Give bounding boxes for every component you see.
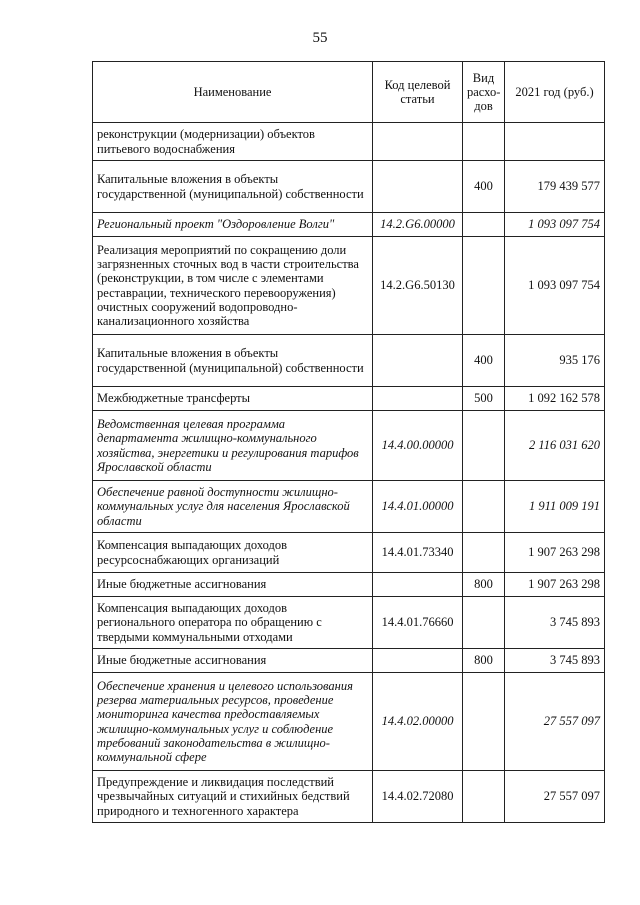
table-row — [93, 213, 605, 237]
cell-expense-type — [463, 237, 505, 335]
cell-expense-type: 400 — [463, 335, 505, 387]
cell-amount: 1 907 263 298 — [505, 533, 605, 573]
table-row — [93, 673, 605, 771]
cell-name: Межбюджетные трансферты — [93, 387, 373, 411]
cell-code — [373, 573, 463, 597]
cell-code — [373, 335, 463, 387]
table-row — [93, 387, 605, 411]
header-sum: 2021 год (руб.) — [505, 62, 605, 123]
cell-expense-type — [463, 481, 505, 533]
cell-name: Ведомственная целевая программа департамента жилищно-коммунального хозяйства, энергетики и регулирования тарифов Ярославской области — [93, 411, 373, 481]
table-row — [93, 533, 605, 573]
cell-expense-type: 800 — [463, 573, 505, 597]
cell-name: Компенсация выпадающих доходов ресурсоснабжающих организаций — [93, 533, 373, 573]
cell-code: 14.4.02.00000 — [373, 673, 463, 771]
cell-name: Иные бюджетные ассигнования — [93, 573, 373, 597]
table-row — [93, 649, 605, 673]
cell-expense-type: 800 — [463, 649, 505, 673]
cell-expense-type — [463, 673, 505, 771]
cell-name: Капитальные вложения в объекты государственной (муниципальной) собственности — [93, 335, 373, 387]
table-row — [93, 771, 605, 823]
header-type: Вид расхо-дов — [463, 62, 505, 123]
cell-code — [373, 161, 463, 213]
cell-expense-type — [463, 213, 505, 237]
table-row — [93, 237, 605, 335]
cell-name: Предупреждение и ликвидация последствий чрезвычайных ситуаций и стихийных бедствий природного и техногенного характера — [93, 771, 373, 823]
cell-code: 14.2.G6.50130 — [373, 237, 463, 335]
cell-amount: 3 745 893 — [505, 597, 605, 649]
table-row — [93, 573, 605, 597]
cell-amount: 1 093 097 754 — [505, 213, 605, 237]
table-body — [93, 123, 605, 823]
cell-amount: 2 116 031 620 — [505, 411, 605, 481]
cell-amount: 1 092 162 578 — [505, 387, 605, 411]
cell-expense-type — [463, 597, 505, 649]
table-row — [93, 335, 605, 387]
cell-name: Региональный проект "Оздоровление Волги" — [93, 213, 373, 237]
cell-code: 14.4.01.73340 — [373, 533, 463, 573]
cell-name: Капитальные вложения в объекты государственной (муниципальной) собственности — [93, 161, 373, 213]
cell-amount: 3 745 893 — [505, 649, 605, 673]
cell-code — [373, 123, 463, 161]
cell-amount: 27 557 097 — [505, 673, 605, 771]
table-header-row — [93, 62, 605, 123]
table-row — [93, 597, 605, 649]
cell-expense-type: 500 — [463, 387, 505, 411]
header-code: Код целевой статьи — [373, 62, 463, 123]
budget-table — [92, 61, 605, 823]
table-row — [93, 161, 605, 213]
cell-name: Иные бюджетные ассигнования — [93, 649, 373, 673]
cell-code — [373, 649, 463, 673]
table-row — [93, 123, 605, 161]
cell-amount — [505, 123, 605, 161]
cell-amount: 1 093 097 754 — [505, 237, 605, 335]
cell-expense-type — [463, 123, 505, 161]
cell-name: Обеспечение равной доступности жилищно-коммунальных услуг для населения Ярославской области — [93, 481, 373, 533]
cell-code: 14.4.01.76660 — [373, 597, 463, 649]
cell-expense-type — [463, 411, 505, 481]
cell-amount: 935 176 — [505, 335, 605, 387]
table-row — [93, 481, 605, 533]
cell-expense-type — [463, 771, 505, 823]
cell-expense-type: 400 — [463, 161, 505, 213]
page-number: 55 — [312, 30, 328, 46]
cell-code: 14.4.00.00000 — [373, 411, 463, 481]
cell-name: Реализация мероприятий по сокращению доли загрязненных сточных вод в части строительства (реконструкции, в том числе с элементами реставрации, технического перевооружения) очистных сооружений водопроводно-канализационного хозяйства — [93, 237, 373, 335]
cell-code — [373, 387, 463, 411]
cell-code: 14.4.01.00000 — [373, 481, 463, 533]
cell-expense-type — [463, 533, 505, 573]
cell-name: Компенсация выпадающих доходов регионального оператора по обращению с твердыми коммунальными отходами — [93, 597, 373, 649]
cell-amount: 27 557 097 — [505, 771, 605, 823]
header-name: Наименование — [93, 62, 373, 123]
table-row — [93, 411, 605, 481]
cell-amount: 179 439 577 — [505, 161, 605, 213]
cell-amount: 1 911 009 191 — [505, 481, 605, 533]
cell-amount: 1 907 263 298 — [505, 573, 605, 597]
cell-name: Обеспечение хранения и целевого использования резерва материальных ресурсов, проведение мониторинга качества предоставляемых жилищно-коммунальных услуг и соблюдение требований законодательства в жилищно-коммунальной сфере — [93, 673, 373, 771]
cell-code: 14.2.G6.00000 — [373, 213, 463, 237]
cell-code: 14.4.02.72080 — [373, 771, 463, 823]
cell-name: реконструкции (модернизации) объектов питьевого водоснабжения — [93, 123, 373, 161]
